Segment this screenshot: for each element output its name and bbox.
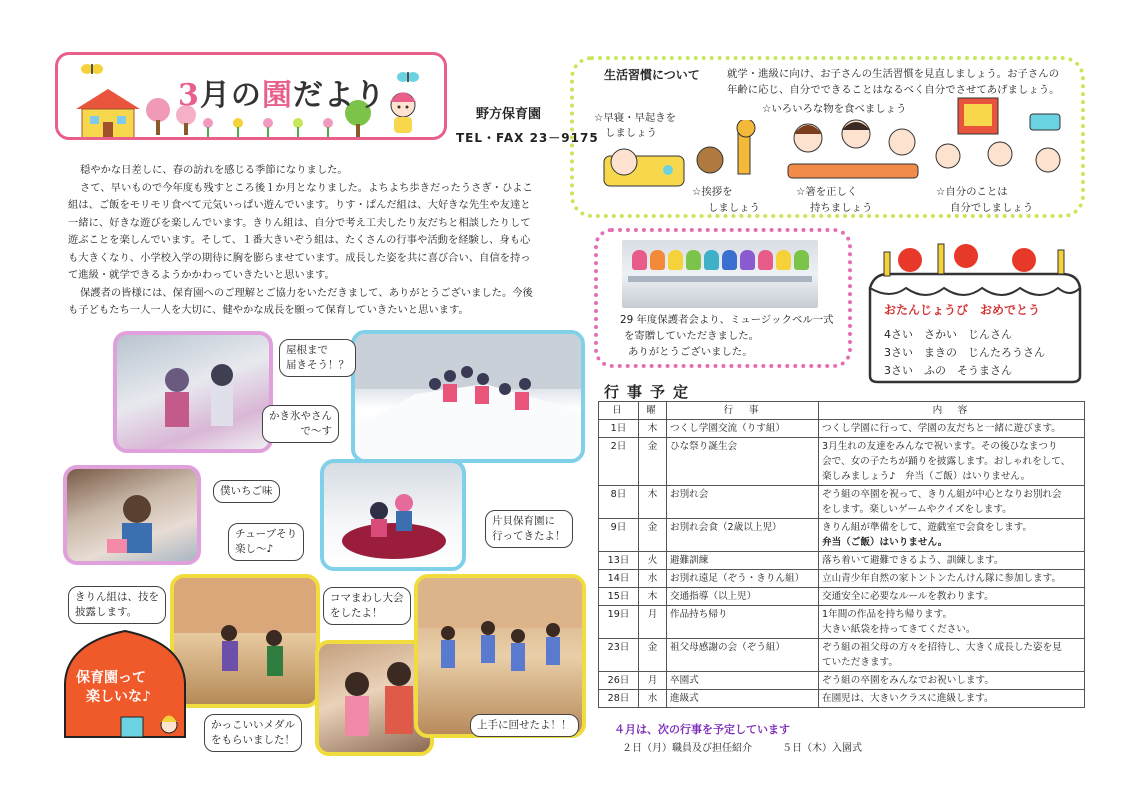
column-header: 行 事: [667, 402, 819, 420]
habit-item: ☆自分のことは: [936, 186, 1008, 198]
column-header: 曜: [639, 402, 667, 420]
schedule-table: [598, 401, 1085, 708]
schedule-day: 23日: [599, 639, 639, 672]
april-events: ２日（月）職員及び担任紹介 ５日（木）入園式: [622, 743, 862, 754]
bell-icon: [794, 250, 809, 270]
caption-bubble: [213, 480, 280, 503]
bells-text-line: 29 年度保護者会より、ミュージックベル一式: [620, 314, 834, 326]
birthday-child: 3さい ふの そうまさん: [884, 364, 1012, 377]
intro-line: 遊ぶことを楽しんでいます。そして、１番大きいぞう組は、たくさんの行事や活動を経験し、身も心: [68, 234, 531, 246]
schedule-content-line: 1年間の作品を持ち帰ります。: [822, 609, 953, 620]
table-row: [599, 690, 1085, 708]
butterfly-icon: [397, 72, 419, 82]
intro-line: 穏やかな日差しに、春の訪れを感じる季節になりました。: [80, 164, 348, 176]
bells-caption: [620, 312, 850, 360]
schedule-content-line: 在園児は、大きいクラスに進級します。: [822, 693, 994, 704]
caption-line: かき氷やさん: [269, 410, 332, 422]
caption-line: コマまわし大会: [330, 592, 404, 604]
schedule-content-line: ぞう組の卒園を祝って、きりん組が中心となりお別れ会: [822, 489, 1062, 500]
schedule-content: [819, 552, 1085, 570]
table-row: [599, 588, 1085, 606]
schedule-header-row: [599, 402, 1085, 420]
schedule-content-line: 弁当（ご飯）はいりません。: [822, 537, 948, 548]
sleeping-child-icon: [598, 140, 690, 190]
birthday-child: 3さい まきの じんたろうさん: [884, 346, 1045, 359]
table-row: [599, 438, 1085, 486]
schedule-content-line: 会で、女の子たちが踊りを披露します。おしゃれをして、: [822, 456, 1071, 467]
intro-line: 保護者の皆様には、保育園へのご理解とご協力をいただきまして、ありがとうございました。今後: [80, 287, 533, 299]
table-row: [599, 552, 1085, 570]
caption-line: 僕いちご味: [220, 485, 273, 497]
bells-text-line: ありがとうございました。: [628, 346, 753, 358]
schedule-content-line: 立山青少年自然の家トントンたんけん隊に参加します。: [822, 573, 1062, 584]
table-row: [599, 570, 1085, 588]
schedule-weekday: 木: [639, 420, 667, 438]
birthday-title: おたんじょうび おめでとう: [884, 303, 1041, 317]
schedule-day: 14日: [599, 570, 639, 588]
schedule-weekday: 金: [639, 519, 667, 552]
caption-bubble: [470, 714, 579, 737]
schedule-day: 19日: [599, 606, 639, 639]
bell-icon: [740, 250, 755, 270]
caption-bubble: [485, 510, 573, 548]
newsletter-title: [178, 70, 386, 114]
caption-bubble: [228, 523, 304, 561]
schedule-event: 作品持ち帰り: [667, 606, 819, 639]
flower-icon: [323, 118, 333, 137]
schedule-event: 交通指導（以上児）: [667, 588, 819, 606]
schedule-event: 祖父母感謝の会（ぞう組）: [667, 639, 819, 672]
bell-icon: [704, 250, 719, 270]
schedule-content-line: 3月生れの友達をみんなで祝います。その後ひなまつり: [822, 441, 1058, 452]
schedule-weekday: 火: [639, 552, 667, 570]
schedule-event: つくし学園交流（りす組）: [667, 420, 819, 438]
schedule-day: 1日: [599, 420, 639, 438]
schedule-content: [819, 690, 1085, 708]
schedule-title: 行事予定: [604, 383, 697, 401]
bell-icon: [686, 250, 701, 270]
intro-line: 一緒に、好きな遊びを楽しんでいます。きりん組は、自分で考え工夫したり友だちと相談したりして: [68, 217, 531, 229]
bells-text-line: を寄贈していただきました。: [624, 330, 760, 342]
schedule-content-line: ていただきます。: [822, 657, 898, 668]
caption-line: チューブそり: [235, 528, 298, 540]
bear-giraffe-icon: [692, 120, 774, 180]
strawberry-icon: [898, 244, 1036, 272]
habits-description: [727, 66, 1072, 98]
table-row: [599, 639, 1085, 672]
schedule-content: [819, 672, 1085, 690]
schedule-content-line: 落ち着いて避難できるよう、訓練します。: [822, 555, 1004, 566]
butterfly-icon: [81, 64, 103, 74]
children-self-care-icon: [930, 96, 1070, 184]
schedule-content: [819, 519, 1085, 552]
intro-line: て進級・就学できるようかかわっていきたいと思います。: [68, 269, 335, 281]
habit-item: しましょう: [708, 202, 760, 214]
schedule-day: 8日: [599, 486, 639, 519]
birthday-child: 4さい さかい じんさん: [884, 328, 1012, 341]
schedule-content: [819, 570, 1085, 588]
caption-line: 披露します。: [75, 606, 138, 618]
flower-icon: [203, 118, 213, 137]
caption-bubble: [279, 339, 356, 377]
schedule-day: 13日: [599, 552, 639, 570]
schedule-event: 進級式: [667, 690, 819, 708]
photo-music-bells: [622, 240, 818, 308]
title-dayori: だより: [292, 78, 386, 113]
schedule-day: 26日: [599, 672, 639, 690]
schedule-content: [819, 588, 1085, 606]
schedule-event: ひな祭り誕生会: [667, 438, 819, 486]
school-phone: TEL・FAX 23－9175: [456, 131, 599, 145]
house-caption: 楽しいな♪: [86, 689, 151, 705]
schedule-content: [819, 606, 1085, 639]
house-caption: 保育園って: [76, 670, 146, 686]
schedule-weekday: 金: [639, 639, 667, 672]
schedule-day: 9日: [599, 519, 639, 552]
intro-line: も子どもたち一人一人を大切に、健やかな成長を願って保育していきたいと思います。: [68, 304, 469, 316]
bell-icon: [776, 250, 791, 270]
habit-item: ☆早寝・早起きを: [594, 112, 677, 124]
schedule-content-line: をします。楽しいゲームやクイズをします。: [822, 504, 1012, 515]
table-row: [599, 420, 1085, 438]
intro-line: 組は、ご飯をモリモリ食べて元気いっぱい遊んでいます。りす・ぱんだ組は、大好きな先生や友達と: [68, 199, 531, 211]
photo-tube-sled: [320, 459, 466, 571]
schedule-event: お別れ遠足（ぞう・きりん組）: [667, 570, 819, 588]
habit-item: しましょう: [605, 127, 657, 139]
caption-line: 行ってきたよ！: [492, 530, 566, 542]
schedule-content-line: つくし学園に行って、学園の友だちと一緒に遊びます。: [822, 423, 1061, 434]
title-month-text: 月の: [199, 78, 262, 113]
schedule-weekday: 月: [639, 606, 667, 639]
intro-line: も大きくなり、小学校入学の期待に胸を膨らませています。成長した姿を共に喜び合い、自信を持っ: [68, 252, 531, 264]
schedule-day: 28日: [599, 690, 639, 708]
schedule-event: 避難訓練: [667, 552, 819, 570]
schedule-weekday: 月: [639, 672, 667, 690]
flower-icon: [263, 118, 273, 137]
tree-icon: [146, 98, 170, 135]
schedule-day: 2日: [599, 438, 639, 486]
schedule-content: [819, 420, 1085, 438]
schedule-content-line: 大きい紙袋を持ってきてください。: [822, 624, 976, 635]
schedule-event: 卒園式: [667, 672, 819, 690]
title-kanji: 園: [261, 78, 293, 113]
schedule-content-line: 楽しみましょう♪ 弁当（ご飯）はいりません。: [822, 471, 1031, 482]
habits-text-line: 年齢に応じ、自分でできることはなるべく自分でさせてあげましょう。: [727, 84, 1060, 96]
habit-item: ☆挨拶を: [692, 186, 733, 198]
schedule-event: お別れ会: [667, 486, 819, 519]
title-month-number: 3: [178, 78, 200, 113]
caption-bubble: [68, 586, 166, 624]
caption-line: かっこいいメダル: [211, 719, 295, 731]
photo-strawberry-flavor: [63, 465, 201, 565]
schedule-day: 15日: [599, 588, 639, 606]
caption-bubble: [323, 587, 411, 625]
table-row: [599, 486, 1085, 519]
flower-icon: [233, 118, 243, 137]
caption-line: きりん組は、技を: [75, 591, 159, 603]
schedule-content: [819, 639, 1085, 672]
schedule-body: [599, 420, 1085, 708]
habit-item: 自分でしましょう: [950, 202, 1034, 214]
children-eating-icon: [778, 114, 928, 184]
habits-text-line: 就学・進級に向け、お子さんの生活習慣を見直しましょう。お子さんの: [727, 68, 1060, 80]
bell-icon: [650, 250, 665, 270]
bell-icon: [668, 250, 683, 270]
caption-line: をもらいました！: [211, 734, 295, 746]
schedule-weekday: 水: [639, 570, 667, 588]
schedule-content: [819, 438, 1085, 486]
schedule-content-line: ぞう組の卒園をみんなでお祝いします。: [822, 675, 994, 686]
table-row: [599, 519, 1085, 552]
habit-item: 持ちましょう: [810, 202, 873, 214]
caption-bubble: [262, 405, 339, 443]
schedule-weekday: 木: [639, 486, 667, 519]
schedule-weekday: 木: [639, 588, 667, 606]
caption-line: 屋根まで: [286, 344, 328, 356]
habits-title: 生活習慣について: [604, 68, 700, 82]
column-header: 日: [599, 402, 639, 420]
column-header: 内 容: [819, 402, 1085, 420]
table-row: [599, 606, 1085, 639]
caption-line: 届きそう！？: [286, 359, 349, 371]
bell-icon: [758, 250, 773, 270]
caption-line: 楽し～♪: [235, 543, 274, 555]
school-name: 野方保育園: [476, 107, 542, 122]
caption-bubble: [204, 714, 302, 752]
caption-line: 上手に回せたよ！！: [477, 719, 572, 731]
caption-line: 片貝保育園に: [492, 515, 555, 527]
caption-line: をしたよ！: [330, 607, 383, 619]
flower-icon: [293, 118, 303, 137]
habit-item: ☆箸を正しく: [796, 186, 858, 198]
schedule-content: [819, 486, 1085, 519]
habit-item: ☆いろいろな物を食べましょう: [762, 103, 907, 115]
school-building-icon: [76, 89, 140, 139]
schedule-weekday: 金: [639, 438, 667, 486]
schedule-content-line: 交通安全に必要なルールを教わります。: [822, 591, 994, 602]
photo-kakigori-shop: [113, 331, 273, 453]
schedule-content-line: きりん組が準備をして、遊戯室で会食をします。: [822, 522, 1033, 533]
bell-icon: [632, 250, 647, 270]
bell-icon: [722, 250, 737, 270]
schedule-event: お別れ会食（2歳以上児）: [667, 519, 819, 552]
intro-line: さて、早いもので今年度も残すところ後１か月となりました。よちよち歩きだったうさぎ・ひよこ: [80, 182, 533, 194]
child-character-icon: [390, 93, 416, 134]
photo-snow-mountain: [351, 330, 585, 463]
april-title: ４月は、次の行事を予定しています: [614, 723, 790, 736]
caption-line: で～す: [300, 425, 332, 437]
schedule-content-line: ぞう組の祖父母の方々を招待し、大きく成長した姿を見: [822, 642, 1062, 653]
schedule-weekday: 水: [639, 690, 667, 708]
table-row: [599, 672, 1085, 690]
